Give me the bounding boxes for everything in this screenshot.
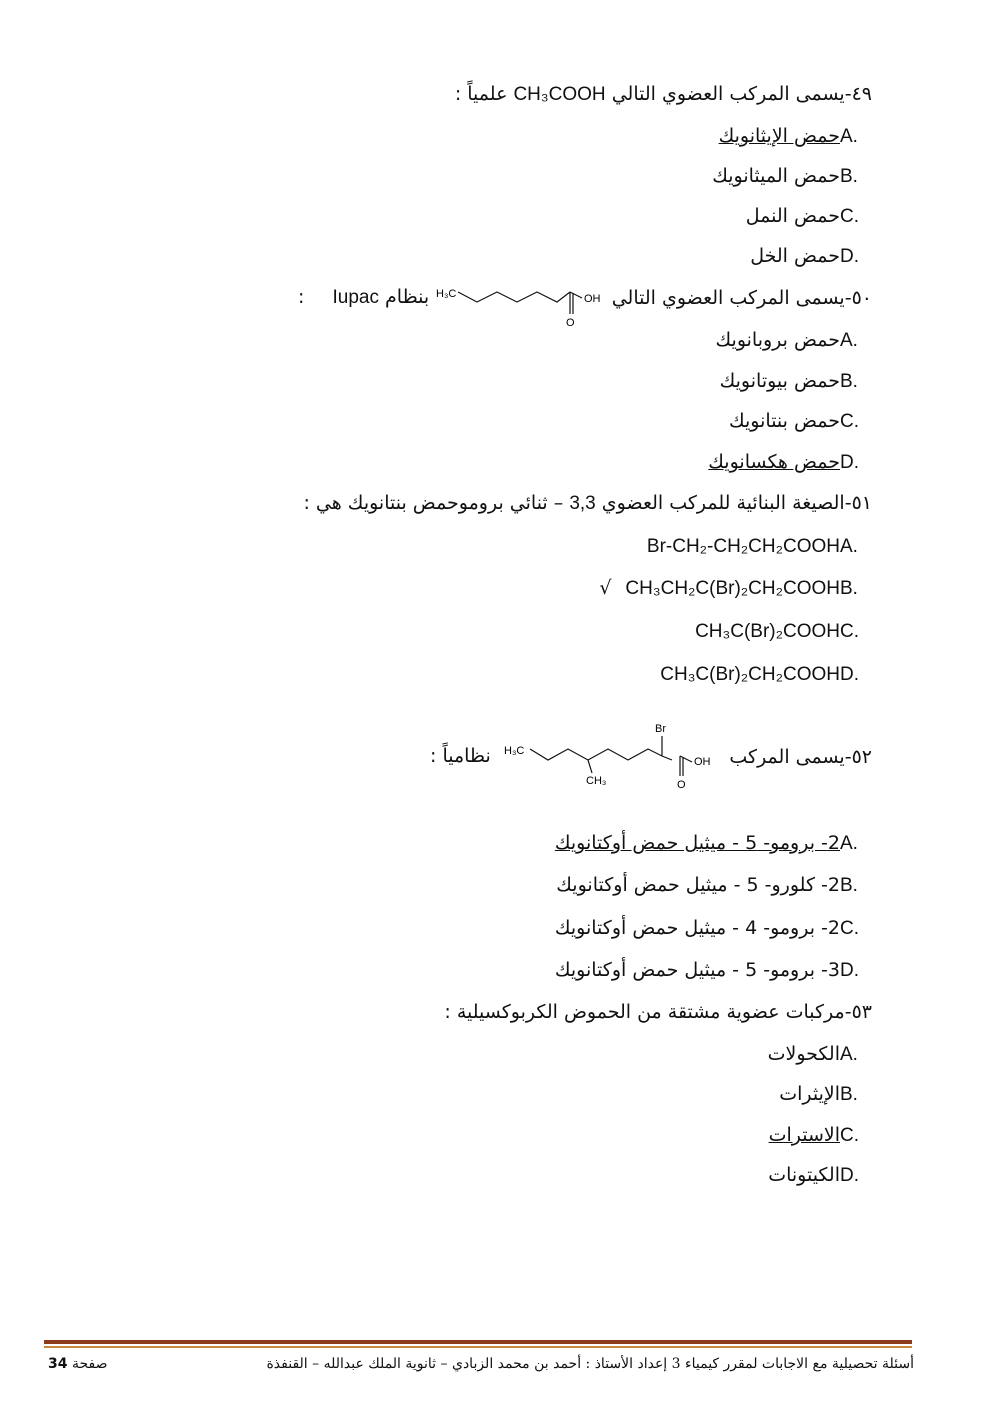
q50-h3c-label: H₃C	[436, 288, 457, 300]
q49-formula: CH₃COOH	[513, 84, 606, 105]
q52-suffix: نظامياً :	[430, 745, 491, 767]
q50-option-a[interactable]: A.حمض بروبانويك	[715, 329, 858, 351]
option-text: CH₃C(Br)₂CH₂COOH	[660, 664, 840, 685]
q49-option-a[interactable]: A.حمض الإيثانويك	[718, 125, 858, 147]
footer-rule-dark	[44, 1340, 912, 1344]
q50-system-label: : Iupac بنظام	[298, 286, 430, 308]
q49-option-b[interactable]: B.حمض الميثانويك	[712, 165, 858, 187]
q53-option-c[interactable]: C.الاسترات	[768, 1124, 859, 1146]
q52-option-c[interactable]: C.2- برومو- 4 - ميثيل حمض أوكتانويك	[554, 917, 859, 939]
q51-option-a[interactable]: A.Br-CH₂-CH₂CH₂COOH	[646, 536, 858, 557]
q53-option-a[interactable]: A.الكحولات	[767, 1043, 858, 1065]
option-text: 2- كلورو- 5 - ميثيل حمض أوكتانويك	[556, 874, 840, 896]
option-text: Br-CH₂-CH₂CH₂COOH	[646, 536, 840, 557]
option-text: حمض بروبانويك	[715, 329, 840, 351]
q52-number: ٥٢	[851, 746, 872, 768]
q49-option-c[interactable]: C.حمض النمل	[745, 205, 859, 227]
q51-locants: 3,3	[569, 493, 596, 514]
q50-oh-label: OH	[584, 293, 601, 305]
footer-rule-light	[44, 1346, 912, 1348]
q50-number: ٥٠	[851, 287, 872, 309]
question-50	[612, 286, 872, 310]
q51-option-b[interactable]: B.CH₃CH₂C(Br)₂CH₂COOH√	[599, 577, 858, 599]
footer-title: أسئلة تحصيلية مع الاجابات لمقرر كيمياء 3 إعداد الأستاذ : أحمد بن محمد الزبادي – ثانوية الملك عبدالله – القنفذة	[266, 1356, 914, 1372]
q52-methyl-bond	[588, 760, 592, 773]
q53-option-b[interactable]: B.الإيثرات	[779, 1083, 858, 1105]
page-label: صفحة	[71, 1356, 108, 1372]
q52-h3c-label: H₃C	[504, 745, 525, 757]
q52-chain	[530, 749, 672, 760]
q52-o-label: O	[677, 779, 686, 790]
q51-prefix: -الصيغة البنائية للمركب العضوي	[601, 492, 852, 514]
footer-page	[48, 1356, 107, 1372]
q52-oh-label: OH	[694, 756, 711, 768]
q52-prefix: -يسمى المركب	[729, 746, 852, 768]
option-text: CH₃C(Br)₂COOH	[695, 621, 840, 642]
q52-br-label: Br	[655, 723, 666, 735]
page-number: 34	[48, 1356, 68, 1372]
option-text: 2- برومو- 5 - ميثيل حمض أوكتانويك	[554, 832, 840, 854]
q51-option-d[interactable]: D.CH₃C(Br)₂CH₂COOH	[660, 664, 859, 685]
q53-number: ٥٣	[851, 1001, 872, 1023]
option-text: CH₃CH₂C(Br)₂CH₂COOH	[625, 578, 840, 599]
correct-check-mark: √	[599, 577, 612, 599]
q51-option-c[interactable]: C.CH₃C(Br)₂COOH	[695, 621, 859, 642]
option-text: الاسترات	[768, 1124, 840, 1146]
q50-chain	[458, 292, 570, 302]
option-text: الإيثرات	[779, 1083, 840, 1105]
q49-prefix: -يسمى المركب العضوي التالي	[611, 83, 852, 105]
q50-prefix: -يسمى المركب العضوي التالي	[611, 287, 852, 309]
option-text: الكحولات	[767, 1043, 840, 1065]
question-52	[729, 745, 872, 769]
q49-option-d[interactable]: D.حمض الخل	[750, 245, 859, 267]
q52-option-d[interactable]: D.3- برومو- 5 - ميثيل حمض أوكتانويك	[554, 959, 859, 981]
q50-structure	[432, 280, 612, 332]
option-text: حمض الميثانويك	[712, 165, 840, 187]
q53-prefix: -مركبات عضوية مشتقة من الحموض الكربوكسيلية :	[444, 1001, 852, 1023]
q50-option-c[interactable]: C.حمض بنتانويك	[729, 410, 859, 432]
option-text: 3- برومو- 5 - ميثيل حمض أوكتانويك	[554, 959, 840, 981]
q49-suffix: علمياً :	[454, 83, 508, 105]
option-text: 2- برومو- 4 - ميثيل حمض أوكتانويك	[554, 917, 840, 939]
q50-o-label: O	[566, 317, 575, 329]
option-text: حمض بنتانويك	[729, 410, 840, 432]
option-text: حمض النمل	[745, 205, 840, 227]
q51-suffix: – ثنائي بروموحمض بنتانويك هي :	[303, 492, 564, 514]
q52-structure	[500, 718, 730, 790]
q51-number: ٥١	[851, 492, 872, 514]
q49-number: ٤٩	[851, 83, 872, 105]
question-51	[303, 491, 872, 516]
option-text: حمض الإيثانويك	[718, 125, 840, 147]
q50-option-d[interactable]: D.حمض هكسانويك	[708, 451, 859, 473]
q53-option-d[interactable]: D.الكيتونات	[768, 1164, 859, 1186]
q52-ch3-label: CH₃	[586, 775, 607, 787]
option-text: الكيتونات	[768, 1164, 840, 1186]
option-text: حمض بيوتانويك	[719, 370, 840, 392]
q52-option-a[interactable]: A.2- برومو- 5 - ميثيل حمض أوكتانويك	[554, 832, 858, 854]
q52-option-b[interactable]: B.2- كلورو- 5 - ميثيل حمض أوكتانويك	[556, 874, 858, 896]
question-49	[455, 82, 872, 107]
question-53	[444, 1000, 872, 1024]
q50-option-b[interactable]: B.حمض بيوتانويك	[719, 370, 858, 392]
option-text: حمض الخل	[750, 245, 840, 267]
option-text: حمض هكسانويك	[708, 451, 840, 473]
